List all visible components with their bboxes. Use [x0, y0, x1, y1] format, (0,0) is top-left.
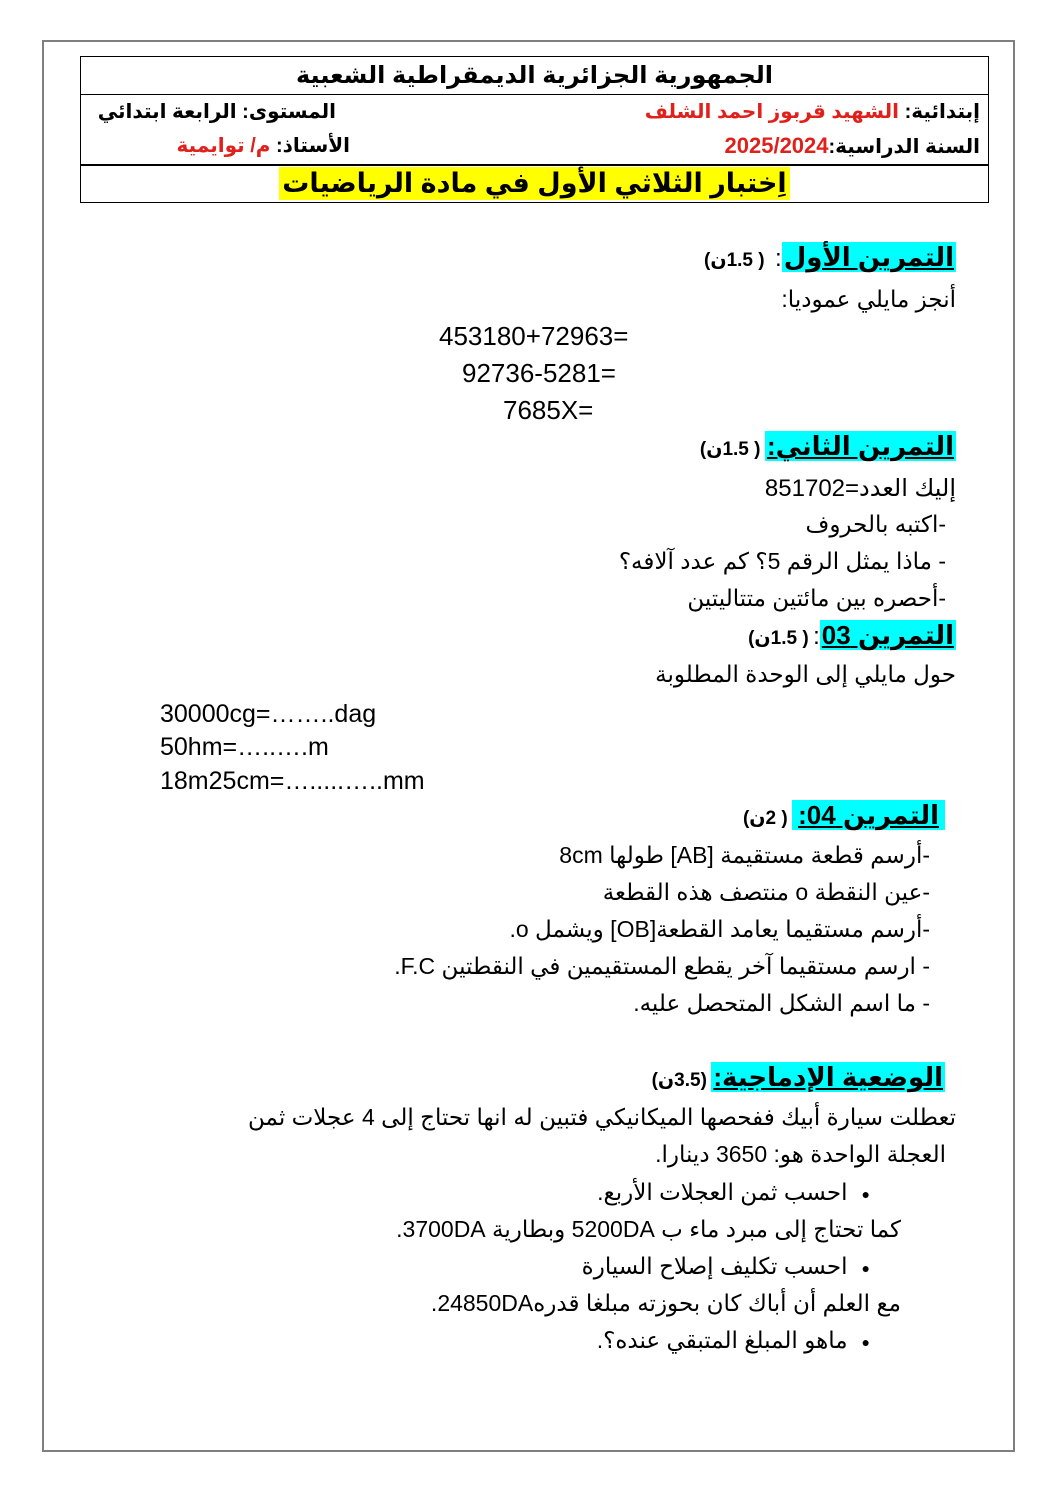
ex3-colon: :: [813, 623, 820, 650]
integration-heading: [652, 1062, 945, 1093]
ex4-task-4: - ارسم مستقيما آخر يقطع المستقيمين في النقطتين F.C.: [394, 953, 930, 979]
ex2-task-2: - ماذا يمثل الرقم 5؟ كم عدد آلافه؟: [618, 548, 946, 574]
ex1-instruction: أنجز مايلي عموديا:: [781, 286, 956, 312]
republic-title: الجمهورية الجزائرية الديمقراطية الشعبية: [81, 57, 988, 95]
integration-q3-text: ماهو المبلغ المتبقي عنده؟.: [596, 1327, 848, 1353]
ex3-points: ( 1.5ن): [748, 628, 809, 649]
ex4-task-2: -عين النقطة o منتصف هذه القطعة: [602, 879, 930, 905]
ex3-conv-1: 30000cg=……..dag: [160, 700, 377, 728]
integration-q2-text: احسب تكليف إصلاح السيارة: [581, 1253, 848, 1279]
school-label: إبتدائية:: [899, 101, 980, 123]
level-line: [98, 99, 336, 124]
ex1-points: ( 1.5ن): [704, 250, 765, 271]
bullet-icon: [848, 1253, 870, 1279]
ex3-conv-3: 18m25cm=….....…..mm: [160, 767, 425, 795]
ex3-title: التمرين 03: [821, 620, 954, 650]
teacher-line: [177, 133, 350, 158]
ex4-task-1: -أرسم قطعة مستقيمة [AB] طولها 8cm: [559, 842, 930, 868]
exam-title: اِختبار الثلاثي الأول في مادة الرياضيات: [279, 167, 789, 200]
ex2-task-3: -أحصره بين مائتين متتاليتين: [687, 585, 946, 611]
bullet-icon: [848, 1179, 870, 1205]
ex4-points: ( 2ن): [742, 808, 788, 829]
integration-q1-text: احسب ثمن العجلات الأربع.: [597, 1179, 848, 1205]
ex1-op-1: 453180+72963=: [439, 321, 629, 351]
ex3-instruction: حول مايلي إلى الوحدة المطلوبة: [655, 661, 956, 687]
integration-q2: [582, 1253, 870, 1280]
ex2-number-line: [765, 474, 956, 503]
ex1-title: التمرين الأول: [783, 242, 954, 272]
ex2-points: ( 1.5ن): [699, 439, 761, 460]
header-table: [80, 56, 989, 203]
level-value: الرابعة ابتدائي: [97, 101, 237, 123]
school-name: الشهيد قربوز احمد الشلف: [644, 101, 900, 123]
ex4-title: التمرين 04:: [792, 800, 945, 830]
level-label: المستوى:: [236, 101, 336, 123]
integration-p3: كما تحتاج إلى مبرد ماء ب 5200DA وبطارية 3700DA.: [396, 1216, 901, 1242]
ex1-colon: :: [775, 245, 782, 272]
ex2-title: التمرين الثاني:: [766, 431, 954, 461]
integration-title: الوضعية الإدماجية:: [713, 1062, 943, 1092]
ex4-task-5: - ما اسم الشكل المتحصل عليه.: [633, 990, 930, 1016]
ex1-op-3: 7685X=: [503, 395, 594, 425]
integration-p4: مع العلم أن أباك كان بحوزته مبلغا قدره24850DA.: [430, 1290, 901, 1316]
ex4-heading: [743, 800, 945, 831]
integration-points: (3.5ن): [651, 1070, 707, 1091]
year-line: [725, 133, 980, 159]
teacher-label: الأستاذ:: [270, 135, 350, 157]
school-line: [645, 99, 980, 124]
year-value: 2025/2024: [724, 133, 829, 158]
ex3-heading: [748, 620, 956, 651]
ex2-heading: [700, 431, 956, 462]
teacher-value: م/ توايمية: [176, 135, 271, 157]
ex1-heading: [704, 242, 956, 273]
integration-p2: العجلة الواحدة هو: 3650 دينارا.: [655, 1141, 946, 1167]
integration-q3: [597, 1327, 870, 1354]
integration-q1: [597, 1179, 870, 1206]
ex1-op-2: 92736-5281=: [462, 358, 616, 388]
integration-p1: تعطلت سيارة أبيك ففحصها الميكانيكي فتبين له انها تحتاج إلى 4 عجلات ثمن: [248, 1104, 956, 1130]
ex2-task-1: -اكتبه بالحروف: [805, 511, 946, 537]
year-label: السنة الدراسية:: [828, 136, 980, 158]
ex3-conv-2: 50hm=…..….m: [160, 733, 329, 761]
exam-title-cell: [81, 165, 988, 203]
ex4-task-3: -أرسم مستقيما يعامد القطعة[OB] ويشمل o.: [509, 916, 930, 942]
ex2-number: إليك العدد=851702: [764, 475, 956, 502]
bullet-icon: [848, 1327, 870, 1353]
